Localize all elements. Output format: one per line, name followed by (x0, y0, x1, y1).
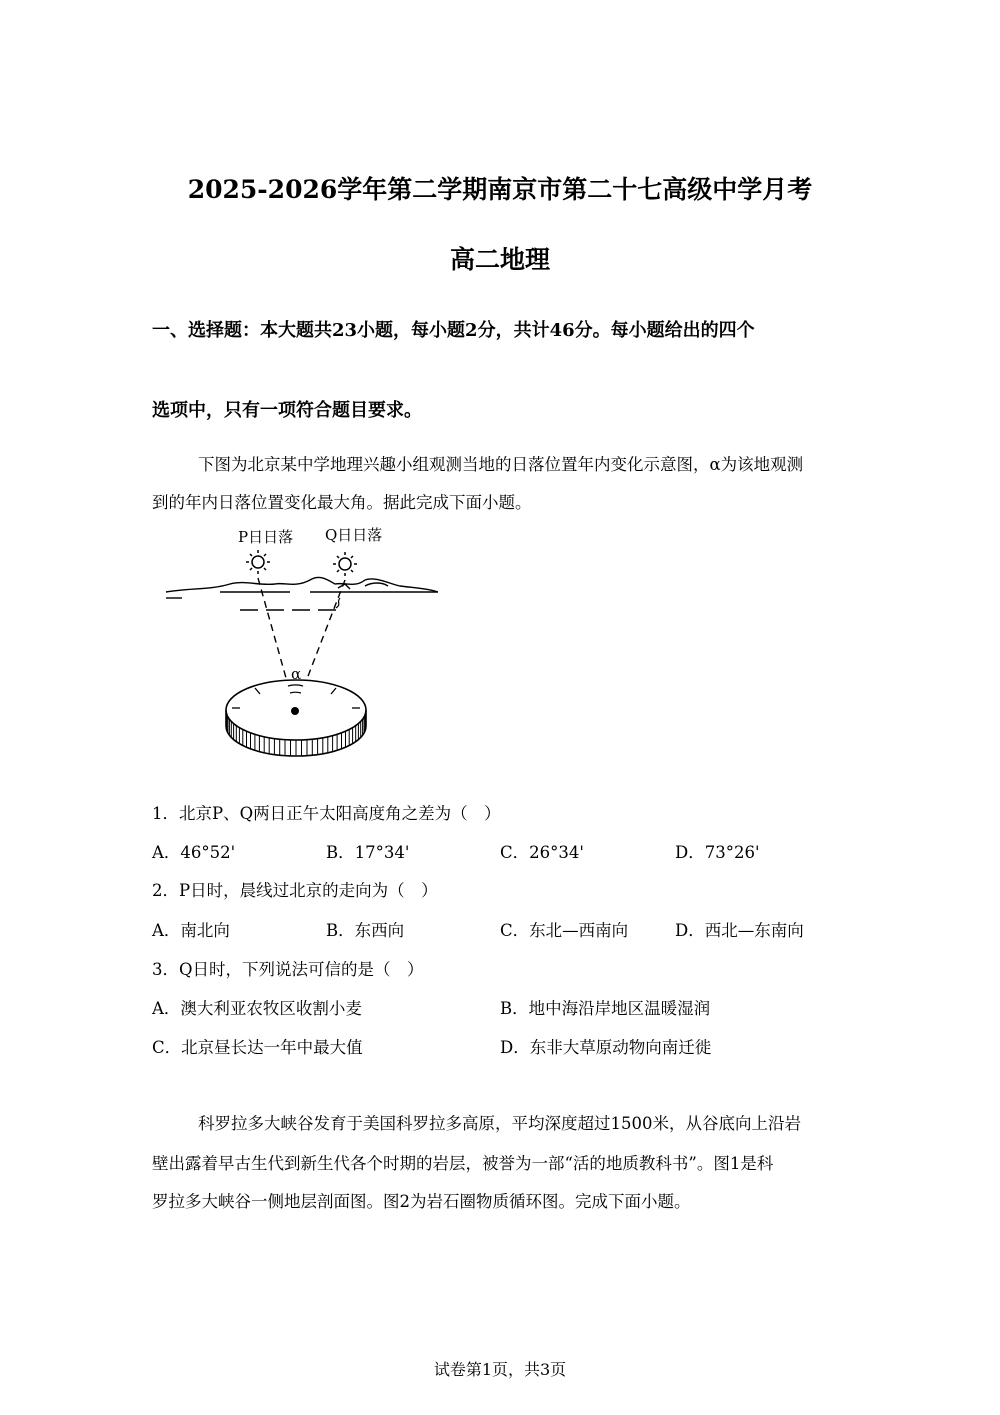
p-sunset-label: P日日落 (238, 528, 294, 546)
question-2-option-c: C．东北—西南向 (500, 921, 629, 940)
question-3-option-a: A．澳大利亚农牧区收割小麦 (152, 999, 362, 1018)
observation-disc (226, 680, 366, 756)
question-2-option-d: D．西北—东南向 (675, 921, 804, 940)
passage2-line3: 罗拉多大峡谷一侧地层剖面图。图2为岩石圈物质循环图。完成下面小题。 (152, 1192, 691, 1211)
question-2-option-b: B．东西向 (326, 921, 405, 940)
question-2-stem: 2．P日时，晨线过北京的走向为（ ） (152, 881, 438, 900)
horizon-outline (166, 577, 438, 598)
section-heading-line1: 一、选择题：本大题共23小题，每小题2分，共计46分。每小题给出的四个 (152, 320, 755, 341)
alpha-label: α (291, 665, 302, 683)
question-2-option-a: A．南北向 (152, 921, 230, 940)
passage1-line1: 下图为北京某中学地理兴趣小组观测当地的日落位置年内变化示意图，α为该地观测 (198, 455, 804, 474)
question-1-option-b: B．17°34' (326, 843, 410, 862)
question-3-option-b: B．地中海沿岸地区温暖湿润 (500, 999, 711, 1018)
question-3-stem: 3．Q日时，下列说法可信的是（ ） (152, 960, 424, 979)
passage2-line2: 壁出露着早古生代到新生代各个时期的岩层，被誉为一部“活的地质教科书”。图1是科 (152, 1154, 774, 1173)
question-1-option-a: A．46°52' (152, 843, 236, 862)
question-3-option-c: C．北京昼长达一年中最大值 (152, 1038, 363, 1057)
q-sun-icon (333, 552, 357, 576)
question-1-stem: 1．北京P、Q两日正午太阳高度角之差为（ ） (152, 804, 501, 823)
exam-subtitle: 高二地理 (449, 245, 550, 274)
question-1-option-c: C．26°34' (500, 843, 584, 862)
p-sun-icon (246, 550, 270, 574)
section-heading-line2: 选项中，只有一项符合题目要求。 (152, 400, 422, 421)
page-footer: 试卷第1页，共3页 (433, 1360, 567, 1379)
question-3-option-d: D．东非大草原动物向南迁徙 (500, 1038, 712, 1057)
passage1-line2: 到的年内日落位置变化最大角。据此完成下面小题。 (152, 493, 532, 512)
passage2-line1: 科罗拉多大峡谷发育于美国科罗拉多高原，平均深度超过1500米，从谷底向上沿岩 (198, 1114, 801, 1133)
sunset-position-figure (160, 518, 450, 768)
exam-title: 2025-2026学年第二学期南京市第二十七高级中学月考 (187, 175, 813, 204)
question-1-option-d: D．73°26' (675, 843, 760, 862)
q-sunset-label: Q日日落 (325, 526, 383, 544)
